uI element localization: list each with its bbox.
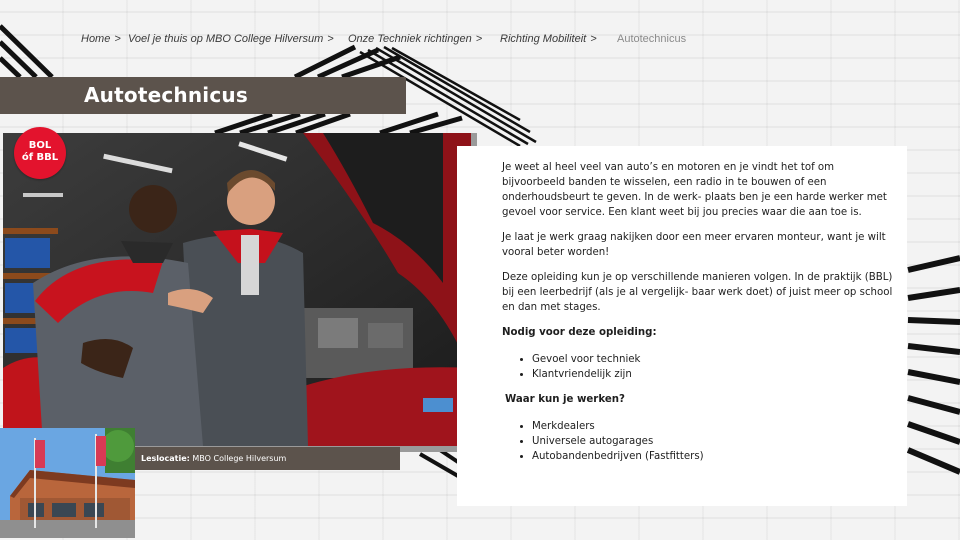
location-bar bbox=[135, 447, 400, 470]
title-bar bbox=[0, 77, 406, 114]
breadcrumb-item-voel-je-thuis[interactable]: Voel je thuis op MBO College Hilversum > bbox=[128, 33, 334, 45]
list-item: • Merkdealers bbox=[532, 419, 894, 434]
intro-paragraph: Je weet al heel veel van auto’s en motoren en je vindt het tof om bijvoorbeeld banden te wisselen, een radio in te bouwen of een onderhoudsbeurt te geven. In de werk- plaats ben je een harde werker met gevoel voor service. Een klant weet bij jou precies waar die aan toe is. bbox=[502, 162, 887, 218]
work-places-list bbox=[502, 419, 894, 464]
study-paths-paragraph: Deze opleiding kun je op verschillende manieren volgen. In de praktijk (BBL) bij een leerbedrijf (als je al vergelijk- baar werk doet) of juist meer op school en dan met stages. bbox=[502, 272, 893, 313]
breadcrumb-item-richting-mobiliteit[interactable]: Richting Mobiliteit > bbox=[500, 33, 597, 45]
list-item: • Autobandenbedrijven (Fastfitters) bbox=[532, 449, 894, 464]
list-item: • Universele autogarages bbox=[532, 434, 894, 449]
content-panel bbox=[457, 146, 907, 506]
requirements-list bbox=[502, 352, 894, 382]
breadcrumb-item-techniek-richtingen[interactable]: Onze Techniek richtingen > bbox=[348, 33, 483, 45]
mechanics-photo bbox=[3, 133, 471, 446]
location-label: Leslocatie: bbox=[141, 454, 190, 463]
breadcrumb-item-home[interactable]: Home > bbox=[81, 33, 121, 45]
page-title: Autotechnicus bbox=[84, 83, 248, 107]
requirements-heading: Nodig voor deze opleiding: bbox=[502, 327, 657, 338]
list-item: • Klantvriendelijk zijn bbox=[532, 367, 894, 382]
review-paragraph: Je laat je werk graag nakijken door een meer ervaren monteur, want je wilt vooral beter worden! bbox=[502, 232, 886, 258]
program-description bbox=[502, 160, 894, 474]
location-value: MBO College Hilversum bbox=[192, 454, 287, 463]
breadcrumb-item-current: Autotechnicus bbox=[617, 33, 687, 45]
list-item: • Gevoel voor techniek bbox=[532, 352, 894, 367]
photo-frame bbox=[3, 133, 477, 452]
bol-bbl-badge: BOL óf BBL bbox=[14, 127, 66, 179]
work-heading: Waar kun je werken? bbox=[505, 394, 625, 405]
building-photo bbox=[0, 428, 135, 538]
